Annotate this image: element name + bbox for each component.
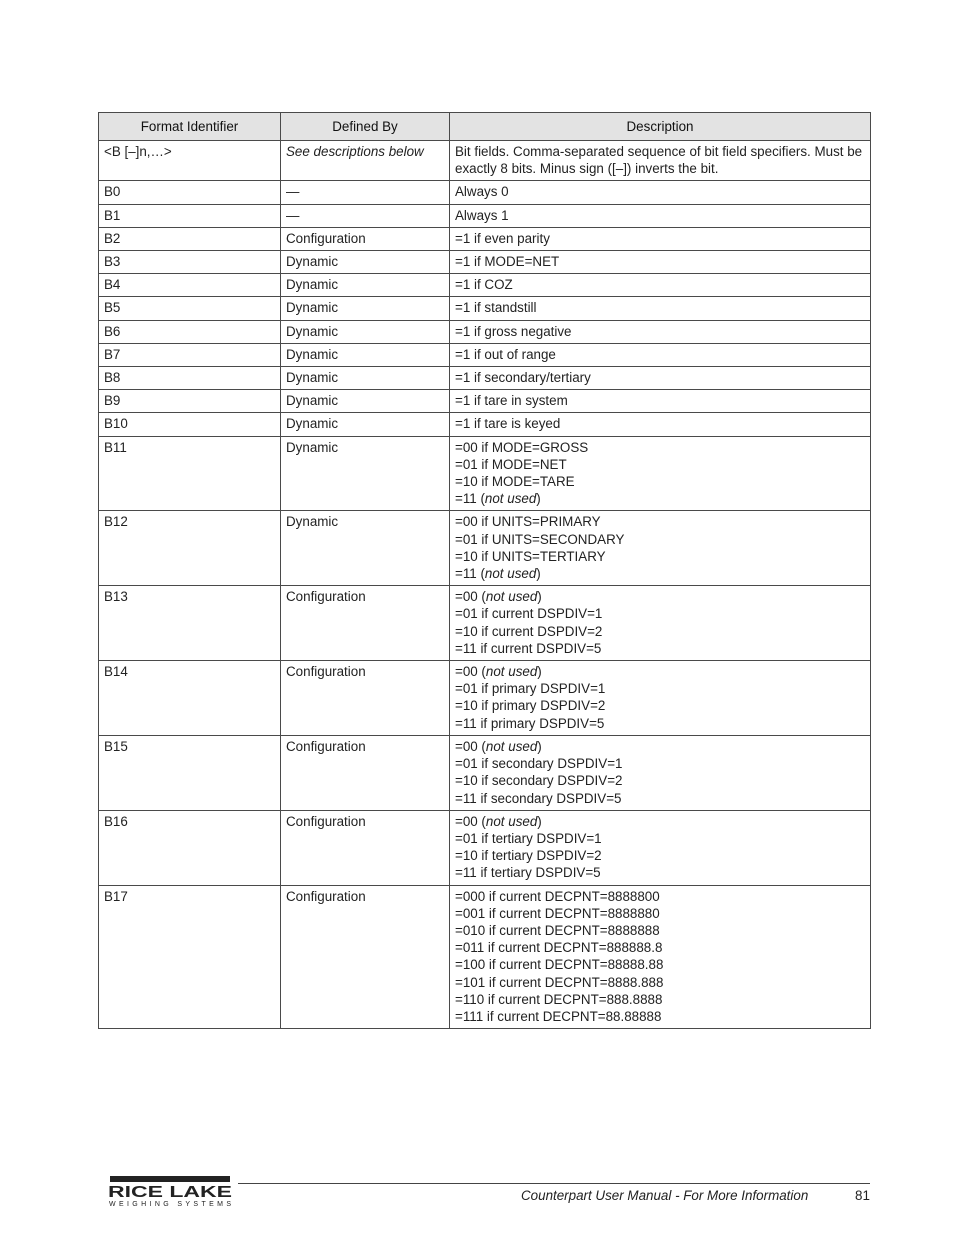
description-line — [455, 697, 865, 714]
description-text: ) — [537, 664, 542, 680]
description-cell — [450, 204, 871, 227]
description-text: =01 if tertiary DSPDIV=1 — [455, 830, 602, 846]
table-row — [99, 586, 871, 661]
description-text: =10 if tertiary DSPDIV=2 — [455, 848, 602, 864]
description-line — [455, 346, 865, 363]
format-identifier-cell: B3 — [99, 251, 281, 274]
description-line — [455, 888, 865, 905]
description-line — [455, 813, 865, 830]
description-cell — [450, 227, 871, 250]
description-text: =01 if primary DSPDIV=1 — [455, 681, 606, 697]
table-row — [99, 661, 871, 736]
description-line — [455, 772, 865, 789]
description-line — [455, 439, 865, 456]
description-line — [455, 276, 865, 293]
description-text: =1 if COZ — [455, 277, 513, 293]
description-text: =11 if primary DSPDIV=5 — [455, 715, 605, 731]
description-text: =00 ( — [455, 813, 486, 829]
description-text: ) — [537, 738, 542, 754]
defined-by-cell: — — [281, 181, 450, 204]
description-line — [455, 183, 865, 200]
format-identifier-cell: B15 — [99, 735, 281, 810]
description-text: =01 if secondary DSPDIV=1 — [455, 756, 623, 772]
description-cell — [450, 661, 871, 736]
description-line — [455, 531, 865, 548]
description-line — [455, 991, 865, 1008]
logo-main-text: RICE LAKE — [108, 1184, 233, 1201]
logo-sub-text: WEIGHING SYSTEMS — [109, 1201, 231, 1208]
description-line — [455, 738, 865, 755]
description-line — [455, 548, 865, 565]
description-line — [455, 415, 865, 432]
table-row — [99, 390, 871, 413]
description-line — [455, 456, 865, 473]
format-identifier-cell: B17 — [99, 885, 281, 1029]
description-line — [455, 864, 865, 881]
description-line — [455, 755, 865, 772]
description-line — [455, 323, 865, 340]
description-text: =1 if out of range — [455, 346, 556, 362]
description-line — [455, 956, 865, 973]
description-text: =000 if current DECPNT=8888800 — [455, 888, 660, 904]
description-text: Bit fields. Comma-separated sequence of bit field specifiers. Must be exactly 8 bits. Minus sign ([–]) inverts the bit. — [455, 144, 863, 177]
header-description: Description — [450, 113, 871, 141]
description-line — [455, 905, 865, 922]
description-cell — [450, 274, 871, 297]
description-line — [455, 143, 865, 177]
footer-rule — [238, 1183, 870, 1184]
description-text: =1 if secondary/tertiary — [455, 370, 591, 386]
description-italic-text: not used — [485, 813, 538, 829]
table-row — [99, 251, 871, 274]
header-defined-by: Defined By — [281, 113, 450, 141]
description-text: =1 if standstill — [455, 300, 537, 316]
description-text: =110 if current DECPNT=888.8888 — [455, 991, 663, 1007]
description-text: =1 if tare is keyed — [455, 416, 561, 432]
description-text: =00 ( — [455, 664, 486, 680]
format-identifier-cell: B2 — [99, 227, 281, 250]
description-line — [455, 715, 865, 732]
description-line — [455, 939, 865, 956]
format-identifier-cell: B11 — [99, 436, 281, 511]
description-line — [455, 640, 865, 657]
description-italic-text: not used — [484, 566, 537, 582]
description-text: =01 if MODE=NET — [455, 456, 567, 472]
description-line — [455, 847, 865, 864]
description-text: =001 if current DECPNT=8888880 — [455, 905, 660, 921]
table-row — [99, 735, 871, 810]
description-text: =1 if gross negative — [455, 323, 572, 339]
format-identifier-cell: B14 — [99, 661, 281, 736]
description-text: =10 if secondary DSPDIV=2 — [455, 773, 623, 789]
description-text: =00 ( — [455, 738, 486, 754]
table-row — [99, 181, 871, 204]
description-line — [455, 922, 865, 939]
description-text: =1 if even parity — [455, 230, 550, 246]
description-line — [455, 392, 865, 409]
description-text: Always 1 — [455, 207, 509, 223]
format-identifier-cell: B10 — [99, 413, 281, 436]
defined-by-cell: Dynamic — [281, 367, 450, 390]
description-text: =11 ( — [455, 566, 485, 582]
description-line — [455, 369, 865, 386]
description-line — [455, 790, 865, 807]
description-text: =01 if UNITS=SECONDARY — [455, 531, 625, 547]
description-line — [455, 230, 865, 247]
defined-by-cell: Dynamic — [281, 343, 450, 366]
description-line — [455, 253, 865, 270]
description-text: ) — [537, 589, 542, 605]
description-cell — [450, 735, 871, 810]
defined-by-cell: Dynamic — [281, 297, 450, 320]
defined-by-cell: Dynamic — [281, 390, 450, 413]
description-text: =11 if secondary DSPDIV=5 — [455, 790, 622, 806]
format-identifier-cell: B1 — [99, 204, 281, 227]
table-row — [99, 810, 871, 885]
defined-by-cell: Configuration — [281, 661, 450, 736]
description-text: =100 if current DECPNT=88888.88 — [455, 957, 664, 973]
description-line — [455, 513, 865, 530]
description-cell — [450, 511, 871, 586]
table-row — [99, 141, 871, 181]
description-text: =11 if current DSPDIV=5 — [455, 640, 602, 656]
table-header-row — [99, 113, 871, 141]
table-row — [99, 227, 871, 250]
header-format-identifier: Format Identifier — [99, 113, 281, 141]
table-row — [99, 343, 871, 366]
description-cell — [450, 810, 871, 885]
description-line — [455, 588, 865, 605]
description-cell — [450, 141, 871, 181]
description-text: =11 ( — [455, 491, 485, 507]
defined-by-cell: Configuration — [281, 810, 450, 885]
format-identifier-cell: B0 — [99, 181, 281, 204]
table-row — [99, 511, 871, 586]
description-line — [455, 663, 865, 680]
defined-by-cell: Dynamic — [281, 320, 450, 343]
defined-by-cell: — — [281, 204, 450, 227]
description-text: =11 if tertiary DSPDIV=5 — [455, 865, 601, 881]
description-text: ) — [536, 566, 541, 582]
format-identifier-cell: B13 — [99, 586, 281, 661]
table-row — [99, 204, 871, 227]
description-line — [455, 680, 865, 697]
defined-by-cell: See descriptions below — [281, 141, 450, 181]
format-identifier-cell: B6 — [99, 320, 281, 343]
description-text: =10 if primary DSPDIV=2 — [455, 698, 606, 714]
format-identifier-cell: B7 — [99, 343, 281, 366]
description-text: =10 if current DSPDIV=2 — [455, 623, 603, 639]
description-cell — [450, 436, 871, 511]
description-line — [455, 490, 865, 507]
description-line — [455, 565, 865, 582]
description-text: =111 if current DECPNT=88.88888 — [455, 1008, 662, 1024]
description-italic-text: not used — [484, 491, 537, 507]
description-text: =00 ( — [455, 589, 486, 605]
format-identifier-cell: <B [–]n,…> — [99, 141, 281, 181]
rice-lake-logo — [108, 1175, 236, 1209]
description-text: =1 if tare in system — [455, 393, 568, 409]
defined-by-cell: Dynamic — [281, 413, 450, 436]
description-cell — [450, 586, 871, 661]
format-table — [98, 112, 871, 1029]
description-italic-text: not used — [485, 664, 538, 680]
description-cell — [450, 343, 871, 366]
table-row — [99, 367, 871, 390]
manual-title: Counterpart User Manual - For More Information — [521, 1188, 809, 1203]
defined-by-cell: Dynamic — [281, 436, 450, 511]
description-text: =00 if MODE=GROSS — [455, 439, 589, 455]
format-identifier-cell: B5 — [99, 297, 281, 320]
description-cell — [450, 413, 871, 436]
description-text: =10 if UNITS=TERTIARY — [455, 548, 606, 564]
defined-by-cell: Configuration — [281, 586, 450, 661]
description-text: =00 if UNITS=PRIMARY — [455, 514, 601, 530]
format-identifier-cell: B12 — [99, 511, 281, 586]
description-cell — [450, 367, 871, 390]
defined-by-cell: Configuration — [281, 735, 450, 810]
description-cell — [450, 181, 871, 204]
table-body — [99, 141, 871, 1029]
format-identifier-cell: B16 — [99, 810, 281, 885]
table-row — [99, 274, 871, 297]
description-text: =1 if MODE=NET — [455, 254, 560, 270]
description-text: =01 if current DSPDIV=1 — [455, 606, 603, 622]
defined-by-cell: Dynamic — [281, 511, 450, 586]
description-text: ) — [536, 491, 541, 507]
description-line — [455, 1008, 865, 1025]
description-line — [455, 473, 865, 490]
description-line — [455, 207, 865, 224]
description-line — [455, 974, 865, 991]
description-cell — [450, 251, 871, 274]
description-text: Always 0 — [455, 184, 509, 200]
description-line — [455, 605, 865, 622]
description-cell — [450, 390, 871, 413]
defined-by-cell: Dynamic — [281, 251, 450, 274]
description-italic-text: not used — [485, 589, 538, 605]
page-number: 81 — [855, 1188, 870, 1203]
description-cell — [450, 885, 871, 1029]
description-line — [455, 299, 865, 316]
description-text: =10 if MODE=TARE — [455, 474, 575, 490]
format-identifier-cell: B9 — [99, 390, 281, 413]
table-row — [99, 436, 871, 511]
table-row — [99, 320, 871, 343]
format-identifier-cell: B4 — [99, 274, 281, 297]
description-line — [455, 830, 865, 847]
table-row — [99, 413, 871, 436]
defined-by-cell: Configuration — [281, 227, 450, 250]
description-text: ) — [537, 813, 542, 829]
defined-by-cell: Dynamic — [281, 274, 450, 297]
description-text: =101 if current DECPNT=8888.888 — [455, 974, 664, 990]
description-cell — [450, 297, 871, 320]
table-row — [99, 297, 871, 320]
table-row — [99, 885, 871, 1029]
description-text: =011 if current DECPNT=888888.8 — [455, 940, 663, 956]
description-line — [455, 623, 865, 640]
description-cell — [450, 320, 871, 343]
description-text: =010 if current DECPNT=8888888 — [455, 922, 660, 938]
defined-by-cell: Configuration — [281, 885, 450, 1029]
description-italic-text: not used — [485, 738, 538, 754]
format-identifier-cell: B8 — [99, 367, 281, 390]
